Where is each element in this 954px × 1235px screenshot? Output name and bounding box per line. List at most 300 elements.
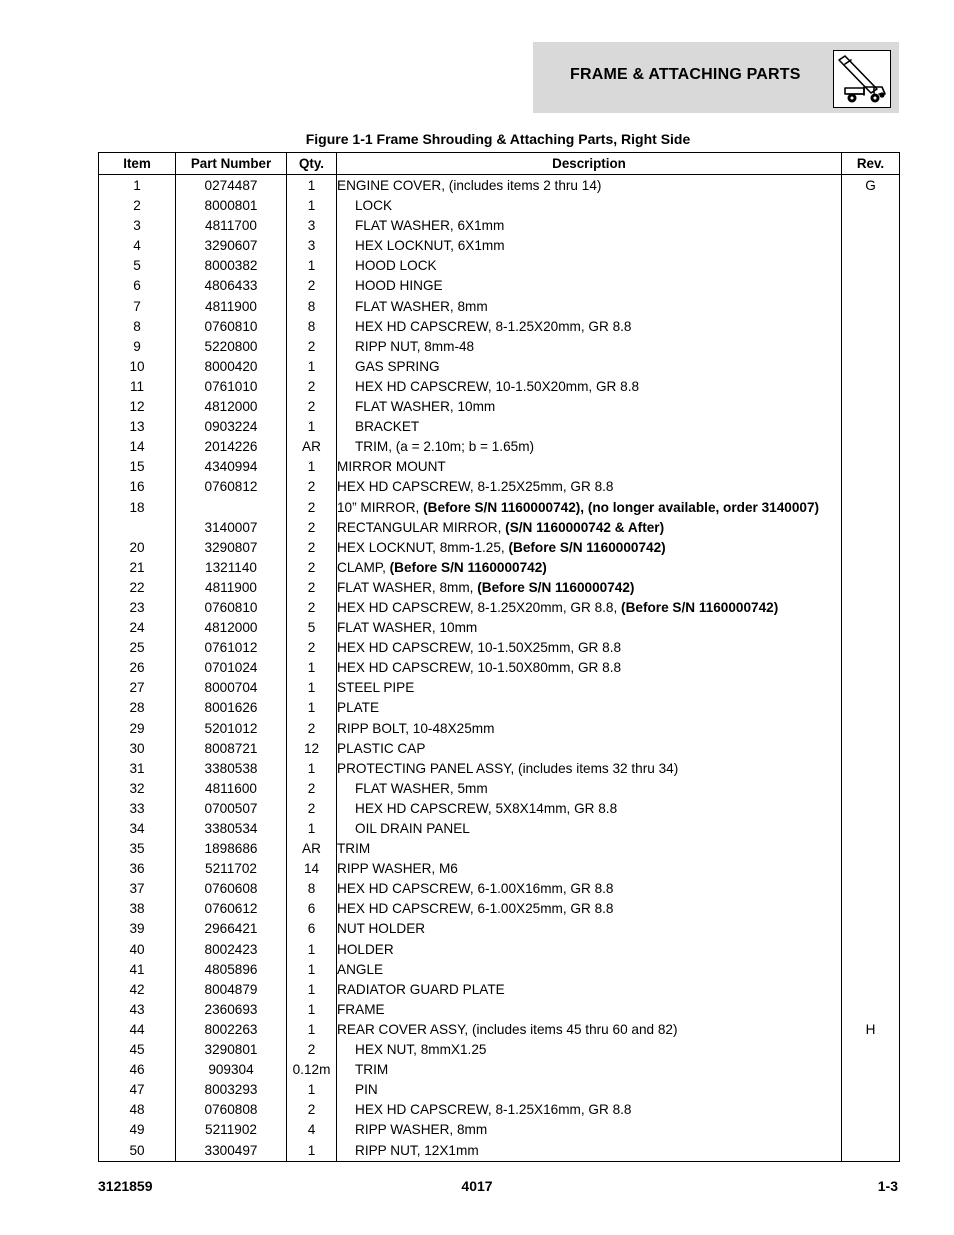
cell-description xyxy=(337,779,842,799)
cell-qty: 2 xyxy=(287,377,337,397)
column-header-qty: Qty. xyxy=(287,153,337,175)
cell-item: 41 xyxy=(99,960,176,980)
cell-item: 26 xyxy=(99,658,176,678)
cell-item: 8 xyxy=(99,317,176,337)
description-text: STEEL PIPE xyxy=(337,680,415,696)
description-text: RECTANGULAR MIRROR, xyxy=(337,519,506,535)
cell-rev xyxy=(842,859,900,879)
cell-rev xyxy=(842,658,900,678)
cell-qty: 1 xyxy=(287,256,337,276)
cell-item: 40 xyxy=(99,940,176,960)
cell-description xyxy=(337,719,842,739)
cell-description xyxy=(337,457,842,477)
cell-description xyxy=(337,698,842,718)
cell-description xyxy=(337,417,842,437)
column-header-item: Item xyxy=(99,153,176,175)
table-row xyxy=(99,256,900,276)
cell-item: 35 xyxy=(99,839,176,859)
cell-part-number: 5211702 xyxy=(176,859,287,879)
table-row xyxy=(99,1040,900,1060)
cell-rev xyxy=(842,960,900,980)
cell-part-number: 0760810 xyxy=(176,598,287,618)
description-text: BRACKET xyxy=(355,419,420,435)
cell-rev xyxy=(842,779,900,799)
cell-part-number: 4811600 xyxy=(176,779,287,799)
table-row xyxy=(99,397,900,417)
cell-item: 30 xyxy=(99,739,176,759)
cell-description xyxy=(337,377,842,397)
cell-rev xyxy=(842,1040,900,1060)
cell-item: 10 xyxy=(99,357,176,377)
cell-qty: 1 xyxy=(287,940,337,960)
cell-qty: 1 xyxy=(287,980,337,1000)
description-text: HOOD LOCK xyxy=(355,258,437,274)
cell-description xyxy=(337,437,842,457)
cell-description xyxy=(337,518,842,538)
description-text: HEX HD CAPSCREW, 10-1.50X20mm, GR 8.8 xyxy=(355,378,640,394)
telehandler-machine-icon xyxy=(833,50,891,108)
description-text: FLAT WASHER, 8mm xyxy=(355,298,488,314)
table-row xyxy=(99,980,900,1000)
table-row xyxy=(99,960,900,980)
cell-part-number: 909304 xyxy=(176,1060,287,1080)
table-row xyxy=(99,899,900,919)
cell-item: 39 xyxy=(99,919,176,939)
cell-qty: 1 xyxy=(287,960,337,980)
table-row xyxy=(99,819,900,839)
cell-part-number: 0903224 xyxy=(176,417,287,437)
parts-table xyxy=(98,152,900,1162)
cell-part-number: 1898686 xyxy=(176,839,287,859)
cell-rev xyxy=(842,477,900,497)
cell-item: 11 xyxy=(99,377,176,397)
cell-item: 12 xyxy=(99,397,176,417)
cell-rev xyxy=(842,759,900,779)
cell-part-number: 4340994 xyxy=(176,457,287,477)
cell-description xyxy=(337,658,842,678)
cell-description xyxy=(337,538,842,558)
cell-description xyxy=(337,216,842,236)
cell-item: 13 xyxy=(99,417,176,437)
cell-part-number: 0761010 xyxy=(176,377,287,397)
cell-part-number: 0274487 xyxy=(176,175,287,197)
cell-rev xyxy=(842,1120,900,1140)
cell-rev xyxy=(842,899,900,919)
cell-item: 3 xyxy=(99,216,176,236)
table-row xyxy=(99,297,900,317)
cell-description xyxy=(337,739,842,759)
table-row xyxy=(99,1141,900,1162)
cell-description xyxy=(337,357,842,377)
cell-item: 21 xyxy=(99,558,176,578)
table-row xyxy=(99,638,900,658)
cell-qty: 1 xyxy=(287,1020,337,1040)
cell-item: 4 xyxy=(99,236,176,256)
cell-rev xyxy=(842,1141,900,1162)
table-row xyxy=(99,558,900,578)
table-row xyxy=(99,175,900,197)
table-row xyxy=(99,1020,900,1040)
cell-qty: 2 xyxy=(287,337,337,357)
cell-qty: 2 xyxy=(287,558,337,578)
table-header-row xyxy=(99,153,900,175)
cell-item: 25 xyxy=(99,638,176,658)
cell-rev xyxy=(842,538,900,558)
cell-item: 16 xyxy=(99,477,176,497)
cell-qty: 4 xyxy=(287,1120,337,1140)
cell-item: 9 xyxy=(99,337,176,357)
description-text: RIPP NUT, 8mm-48 xyxy=(355,338,475,354)
table-row xyxy=(99,437,900,457)
cell-rev xyxy=(842,1000,900,1020)
cell-description xyxy=(337,678,842,698)
table-row xyxy=(99,216,900,236)
serial-note: (Before S/N 1160000742) xyxy=(621,599,779,615)
cell-qty: 1 xyxy=(287,175,337,197)
cell-part-number: 8000420 xyxy=(176,357,287,377)
cell-description xyxy=(337,839,842,859)
cell-qty: 1 xyxy=(287,357,337,377)
cell-part-number: 0760812 xyxy=(176,477,287,497)
cell-description xyxy=(337,276,842,296)
table-row xyxy=(99,196,900,216)
cell-rev xyxy=(842,578,900,598)
cell-rev xyxy=(842,216,900,236)
table-row xyxy=(99,618,900,638)
cell-item: 47 xyxy=(99,1080,176,1100)
cell-part-number: 3290807 xyxy=(176,538,287,558)
serial-note: (S/N 1160000742 & After) xyxy=(505,519,665,535)
column-header-part-number: Part Number xyxy=(176,153,287,175)
cell-rev xyxy=(842,276,900,296)
table-row xyxy=(99,337,900,357)
table-row xyxy=(99,518,900,538)
description-text: RIPP NUT, 12X1mm xyxy=(355,1142,479,1158)
cell-part-number: 2014226 xyxy=(176,437,287,457)
cell-rev xyxy=(842,940,900,960)
table-row xyxy=(99,598,900,618)
cell-description xyxy=(337,1040,842,1060)
cell-description xyxy=(337,940,842,960)
cell-item: 15 xyxy=(99,457,176,477)
description-text: 10” MIRROR, xyxy=(337,499,424,515)
cell-part-number: 3290801 xyxy=(176,1040,287,1060)
cell-part-number: 0760810 xyxy=(176,317,287,337)
description-text: LOCK xyxy=(355,198,393,214)
description-text: TRIM, (a = 2.10m; b = 1.65m) xyxy=(355,439,535,455)
cell-qty: 0.12m xyxy=(287,1060,337,1080)
cell-item: 7 xyxy=(99,297,176,317)
cell-qty: 1 xyxy=(287,819,337,839)
cell-description xyxy=(337,899,842,919)
cell-qty: 3 xyxy=(287,216,337,236)
cell-rev xyxy=(842,819,900,839)
table-row xyxy=(99,457,900,477)
cell-qty: 1 xyxy=(287,658,337,678)
cell-qty: 2 xyxy=(287,276,337,296)
cell-item: 32 xyxy=(99,779,176,799)
cell-qty: 1 xyxy=(287,759,337,779)
cell-qty: 8 xyxy=(287,879,337,899)
table-row xyxy=(99,317,900,337)
cell-qty: 2 xyxy=(287,578,337,598)
cell-rev xyxy=(842,1100,900,1120)
description-text: PROTECTING PANEL ASSY, (includes items 32 thru 34) xyxy=(337,760,679,776)
cell-rev xyxy=(842,457,900,477)
cell-qty: 1 xyxy=(287,678,337,698)
table-row xyxy=(99,1100,900,1120)
table-row xyxy=(99,377,900,397)
cell-description xyxy=(337,819,842,839)
description-text: FLAT WASHER, 8mm, xyxy=(337,579,478,595)
table-row xyxy=(99,739,900,759)
cell-item: 37 xyxy=(99,879,176,899)
cell-qty: 1 xyxy=(287,417,337,437)
table-row xyxy=(99,698,900,718)
description-text: HEX HD CAPSCREW, 10-1.50X80mm, GR 8.8 xyxy=(337,660,622,676)
description-text: HEX NUT, 8mmX1.25 xyxy=(355,1042,487,1058)
cell-description xyxy=(337,859,842,879)
cell-rev xyxy=(842,919,900,939)
cell-part-number: 4812000 xyxy=(176,397,287,417)
cell-rev xyxy=(842,739,900,759)
description-text: TRIM xyxy=(355,1062,389,1078)
cell-rev xyxy=(842,417,900,437)
column-header-rev: Rev. xyxy=(842,153,900,175)
cell-qty: 2 xyxy=(287,477,337,497)
description-text: REAR COVER ASSY, (includes items 45 thru 60 and 82) xyxy=(337,1021,678,1037)
cell-part-number: 1321140 xyxy=(176,558,287,578)
cell-qty: 3 xyxy=(287,236,337,256)
cell-item: 24 xyxy=(99,618,176,638)
cell-rev xyxy=(842,236,900,256)
cell-item: 23 xyxy=(99,598,176,618)
section-header xyxy=(533,42,899,113)
description-text: PLASTIC CAP xyxy=(337,740,426,756)
description-text: RADIATOR GUARD PLATE xyxy=(337,981,505,997)
cell-item: 33 xyxy=(99,799,176,819)
serial-note: (Before S/N 1160000742) xyxy=(477,579,635,595)
cell-item: 29 xyxy=(99,719,176,739)
cell-qty: 2 xyxy=(287,799,337,819)
cell-qty: 1 xyxy=(287,1000,337,1020)
cell-qty: 8 xyxy=(287,317,337,337)
table-row xyxy=(99,1080,900,1100)
cell-rev xyxy=(842,518,900,538)
description-text: ANGLE xyxy=(337,961,384,977)
cell-qty: 2 xyxy=(287,638,337,658)
figure-title: Figure 1-1 Frame Shrouding & Attaching Parts, Right Side xyxy=(305,131,691,147)
cell-rev xyxy=(842,638,900,658)
cell-description xyxy=(337,1141,842,1162)
cell-qty: 1 xyxy=(287,698,337,718)
cell-description xyxy=(337,337,842,357)
cell-qty: 1 xyxy=(287,196,337,216)
cell-item: 31 xyxy=(99,759,176,779)
cell-part-number: 8000704 xyxy=(176,678,287,698)
cell-qty: 1 xyxy=(287,457,337,477)
table-row xyxy=(99,799,900,819)
table-row xyxy=(99,879,900,899)
cell-qty: 6 xyxy=(287,919,337,939)
cell-description xyxy=(337,919,842,939)
cell-item: 50 xyxy=(99,1141,176,1162)
cell-part-number: 5220800 xyxy=(176,337,287,357)
cell-rev xyxy=(842,839,900,859)
cell-rev xyxy=(842,1080,900,1100)
cell-part-number: 4806433 xyxy=(176,276,287,296)
cell-part-number: 4811900 xyxy=(176,297,287,317)
description-text: OIL DRAIN PANEL xyxy=(355,821,470,836)
cell-part-number: 8008721 xyxy=(176,739,287,759)
cell-qty: 2 xyxy=(287,1100,337,1120)
table-row xyxy=(99,236,900,256)
cell-part-number: 4811900 xyxy=(176,578,287,598)
cell-item: 34 xyxy=(99,819,176,839)
cell-description xyxy=(337,618,842,638)
cell-description xyxy=(337,196,842,216)
cell-description xyxy=(337,1120,842,1140)
parts-table-body xyxy=(99,175,900,1162)
cell-rev xyxy=(842,598,900,618)
cell-item: 5 xyxy=(99,256,176,276)
cell-part-number: 5211902 xyxy=(176,1120,287,1140)
cell-description xyxy=(337,256,842,276)
description-text: RIPP WASHER, M6 xyxy=(337,861,458,877)
description-text: FRAME xyxy=(337,1001,385,1017)
cell-qty: AR xyxy=(287,437,337,457)
cell-part-number: 8000382 xyxy=(176,256,287,276)
cell-rev xyxy=(842,698,900,718)
table-row xyxy=(99,276,900,296)
cell-part-number xyxy=(176,498,287,518)
description-text: HEX HD CAPSCREW, 5X8X14mm, GR 8.8 xyxy=(355,800,618,816)
cell-description xyxy=(337,1060,842,1080)
cell-rev: H xyxy=(842,1020,900,1040)
cell-description xyxy=(337,498,842,518)
description-text: HOOD HINGE xyxy=(355,278,443,294)
cell-description xyxy=(337,317,842,337)
table-row xyxy=(99,538,900,558)
cell-qty: 12 xyxy=(287,739,337,759)
cell-description xyxy=(337,759,842,779)
cell-description xyxy=(337,236,842,256)
cell-item: 22 xyxy=(99,578,176,598)
cell-part-number: 8000801 xyxy=(176,196,287,216)
description-text: HEX HD CAPSCREW, 8-1.25X25mm, GR 8.8 xyxy=(337,479,614,495)
table-row xyxy=(99,678,900,698)
cell-part-number: 8001626 xyxy=(176,698,287,718)
cell-item: 38 xyxy=(99,899,176,919)
footer-model: 4017 xyxy=(461,1178,493,1194)
cell-item: 44 xyxy=(99,1020,176,1040)
cell-qty: 2 xyxy=(287,719,337,739)
cell-qty: 6 xyxy=(287,899,337,919)
cell-item: 42 xyxy=(99,980,176,1000)
cell-rev xyxy=(842,357,900,377)
description-text: PLATE xyxy=(337,700,380,716)
table-row xyxy=(99,357,900,377)
table-row xyxy=(99,477,900,497)
cell-qty: 2 xyxy=(287,1040,337,1060)
cell-part-number: 3380538 xyxy=(176,759,287,779)
cell-part-number: 3290607 xyxy=(176,236,287,256)
table-row xyxy=(99,779,900,799)
serial-note: (Before S/N 1160000742) xyxy=(389,559,547,575)
cell-item xyxy=(99,518,176,538)
cell-rev xyxy=(842,397,900,417)
description-text: RIPP WASHER, 8mm xyxy=(355,1122,488,1138)
cell-qty: 1 xyxy=(287,1141,337,1162)
cell-item: 49 xyxy=(99,1120,176,1140)
cell-qty: 5 xyxy=(287,618,337,638)
cell-rev xyxy=(842,1060,900,1080)
cell-rev xyxy=(842,317,900,337)
table-row xyxy=(99,859,900,879)
table-row xyxy=(99,1120,900,1140)
table-row xyxy=(99,1060,900,1080)
cell-part-number: 0760808 xyxy=(176,1100,287,1120)
cell-rev xyxy=(842,799,900,819)
cell-rev xyxy=(842,437,900,457)
cell-part-number: 4811700 xyxy=(176,216,287,236)
section-title: FRAME & ATTACHING PARTS xyxy=(570,66,801,83)
table-row xyxy=(99,498,900,518)
cell-part-number: 0701024 xyxy=(176,658,287,678)
cell-rev xyxy=(842,377,900,397)
serial-note: (Before S/N 1160000742) xyxy=(508,539,666,555)
cell-item: 6 xyxy=(99,276,176,296)
description-text: HEX HD CAPSCREW, 6-1.00X16mm, GR 8.8 xyxy=(337,881,614,897)
cell-item: 48 xyxy=(99,1100,176,1120)
description-text: HEX LOCKNUT, 8mm-1.25, xyxy=(337,539,509,555)
cell-part-number: 8002263 xyxy=(176,1020,287,1040)
cell-qty: 1 xyxy=(287,1080,337,1100)
serial-note: (Before S/N 1160000742), (no longer available, order 3140007) xyxy=(423,499,820,515)
cell-part-number: 4805896 xyxy=(176,960,287,980)
cell-part-number: 3300497 xyxy=(176,1141,287,1162)
column-header-description: Description xyxy=(337,153,842,175)
cell-rev xyxy=(842,618,900,638)
description-text: CLAMP, xyxy=(337,559,390,575)
cell-item: 20 xyxy=(99,538,176,558)
cell-rev xyxy=(842,719,900,739)
cell-part-number: 8002423 xyxy=(176,940,287,960)
cell-item: 43 xyxy=(99,1000,176,1020)
cell-description xyxy=(337,879,842,899)
cell-description xyxy=(337,297,842,317)
description-text: MIRROR MOUNT xyxy=(337,459,446,475)
table-row xyxy=(99,759,900,779)
description-text: RIPP BOLT, 10-48X25mm xyxy=(337,720,495,736)
cell-rev xyxy=(842,980,900,1000)
cell-part-number: 8004879 xyxy=(176,980,287,1000)
description-text: HEX HD CAPSCREW, 8-1.25X20mm, GR 8.8, xyxy=(337,599,622,615)
cell-item: 14 xyxy=(99,437,176,457)
description-text: FLAT WASHER, 10mm xyxy=(355,399,496,415)
cell-description xyxy=(337,397,842,417)
cell-rev xyxy=(842,558,900,578)
cell-rev xyxy=(842,498,900,518)
cell-rev xyxy=(842,196,900,216)
table-row xyxy=(99,658,900,678)
description-text: TRIM xyxy=(337,841,371,857)
cell-description xyxy=(337,638,842,658)
cell-part-number: 0760612 xyxy=(176,899,287,919)
cell-rev xyxy=(842,678,900,698)
table-row xyxy=(99,919,900,939)
footer-document-number: 3121859 xyxy=(98,1178,153,1194)
